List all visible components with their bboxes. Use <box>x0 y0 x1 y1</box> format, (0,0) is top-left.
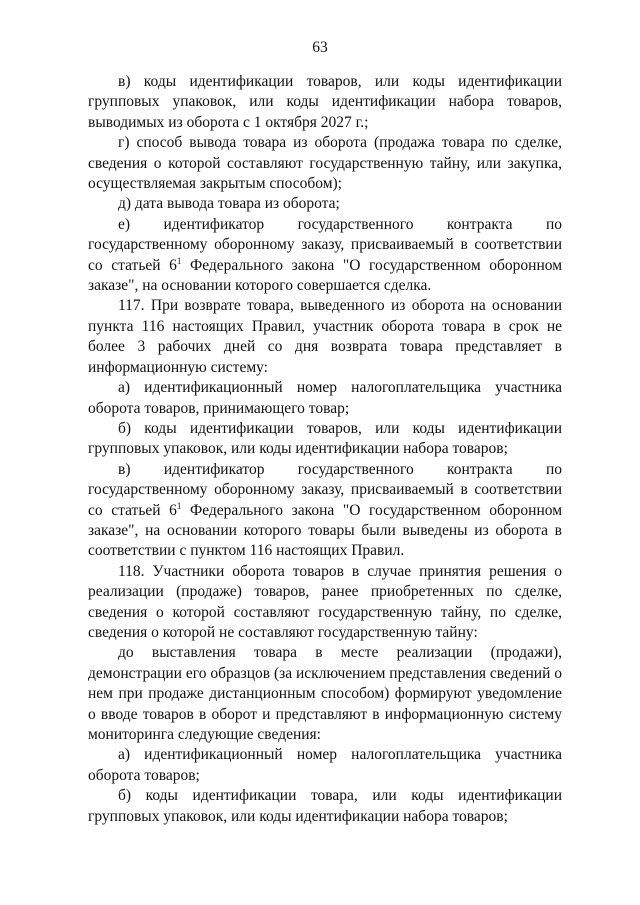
footnote-superscript: 1 <box>176 255 182 266</box>
paragraph-g-withdrawal-method: г) способ вывода товара из оборота (продажа товара по сделке, сведения о которой составляют государственную тайну, или закупка, осуществляемая закрытым способом); <box>88 134 562 193</box>
paragraph-117-a-inn: а) идентификационный номер налогоплательщика участника оборота товаров, принимающего товар; <box>88 379 562 417</box>
paragraph-117-v-contract-identifier: в) идентификатор государственного контракта по государственному оборонному заказу, присваиваемый в соответствии со статьей $6^1$ Федерального закона "О государственном оборонном заказе", на основании которого товары были выведены из оборота в соответствии с пунктом 116 настоящих Правил. <box>88 460 563 560</box>
paragraph-117: 117. При возврате товара, выведенного из оборота на основании пункта 116 настоящих Правил, участник оборота товара в срок не более 3 рабочих дней со дня возврата товара представляет в информационную систему: <box>88 297 562 376</box>
paragraph-118-notification: до выставления товара в месте реализации (продажи), демонстрации его образцов (за исключением представления сведений о нем при продаже дистанционным способом) формируют уведомление о вводе товаров в оборот и представляют в информационную систему мониторинга следующие сведения: <box>88 644 562 743</box>
paragraph-118: 118. Участники оборота товаров в случае принятия решения о реализации (продаже) товаров, ранее приобретенных по сделке, сведения о которой составляют государственную тайну, по сделке, сведения о которой не составляют государственную тайну: <box>88 562 562 641</box>
paragraph-v-identification-codes: в) коды идентификации товаров, или коды идентификации групповых упаковок, или коды идентификации набора товаров, выводимых из оборота с 1 октября 2027 г.; <box>88 73 562 131</box>
page-number: 63 <box>312 39 328 56</box>
paragraph-d-withdrawal-date: д) дата вывода товара из оборота; <box>118 195 340 213</box>
paragraph-118-b-codes: б) коды идентификации товара, или коды идентификации групповых упаковок, или коды идентификации набора товаров; <box>88 787 562 825</box>
paragraph-e-contract-identifier: е) идентификатор государственного контракта по государственному оборонному заказу, присваиваемый в соответствии со статьей $6^1$ Федерального закона "О государственном оборонном заказе", на основании которого совершается сделка. <box>88 215 563 295</box>
paragraph-117-b-codes: б) коды идентификации товаров, или коды идентификации групповых упаковок, или коды идентификации набора товаров; <box>88 419 562 458</box>
footnote-superscript: 1 <box>176 500 182 511</box>
document-body <box>88 72 562 827</box>
paragraph-118-a-inn: а) идентификационный номер налогоплательщика участника оборота товаров; <box>88 746 562 784</box>
